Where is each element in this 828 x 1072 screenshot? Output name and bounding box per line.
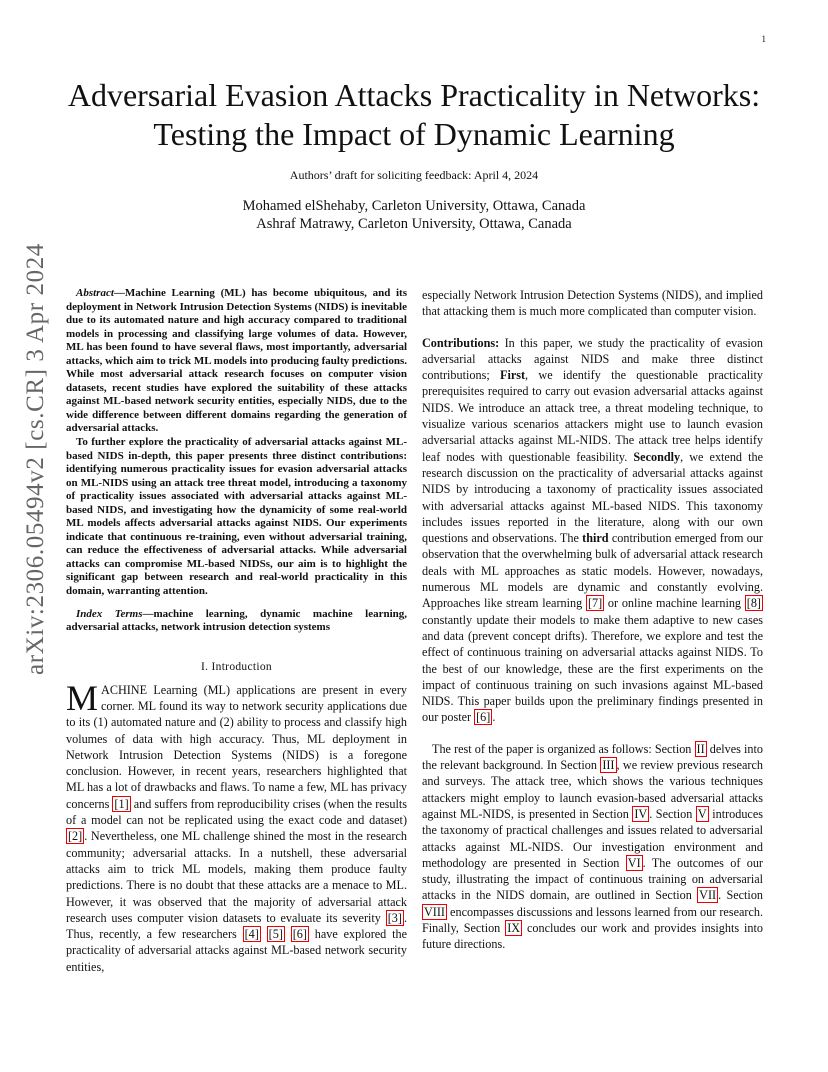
index-terms: Index Terms—machine learning, dynamic machine learning, adversarial attacks, network intrusion detection systems (66, 607, 407, 634)
index-terms-text: machine learning, dynamic machine learning, adversarial attacks, network intrusion detection systems (66, 607, 407, 634)
contributions-paragraph: Contributions: In this paper, we study the practicality of evasion adversarial attacks against NIDS and make three distinct contributions; First, we identify the questionable practicality prerequisites required to carry out evasion adversarial attacks against NIDS. We introduce an attack tree, a threat modeling technique, to visualize various scenarios attackers might use to launch evasion adversarial attacks against ML-NIDS. The attack tree helps identify leaf nodes with questionable feasibility. Secondly, we extend the research discussion on the practicality of adversarial attacks against NIDS by introducing a taxonomy of practicality issues associated with adversarial attacks against ML-based NIDS. This taxonomy includes issues reported in the literature, along with our own questions and observations. The third contribution emerged from our observation that the overwhelming bulk of adversarial attack research deals with ML approaches as static models. However, nowadays, numerous ML models are dynamic and constantly evolving. Approaches like stream learning [7] or online machine learning [8] constantly update their models to make them adaptive to new cases and data (prevent concept drifts). Therefore, we explore and test the effect of continuous training on adversarial attacks against NIDS. To the best of our knowledge, these are the first experiments on the impact of continuous training on such invasions against ML-based NIDS. This paper builds upon the preliminary findings presented in our poster [6] . (422, 335, 763, 725)
citation-link[interactable]: [5] (268, 927, 283, 942)
draft-note: Authors’ draft for soliciting feedback: April 4, 2024 (289, 168, 539, 182)
section-link[interactable]: IX (507, 920, 521, 935)
citation-link[interactable]: [1] (114, 796, 129, 811)
citation-link[interactable]: [2] (68, 829, 83, 844)
author-list (0, 197, 828, 233)
section-link[interactable]: V (697, 806, 707, 821)
arxiv-identifier-stamp[interactable]: arXiv:2306.05494v2 [cs.CR] 3 Apr 2024 (22, 243, 49, 675)
citation-link[interactable]: [3] (387, 910, 402, 925)
section-link[interactable]: VIII (424, 904, 445, 919)
organization-paragraph: The rest of the paper is organized as follows: Section II delves into the relevant background. In Section III , we review previous research and surveys. The attack tree, which shows the various techniques attackers might employ to launch evasion-based adversarial attacks against ML-NIDS, is presented in Section IV . Section V introduces the taxonomy of practical challenges and issues related to adversarial attacks against ML-NIDS. Our investigation environment and methodology are presented in Section VI . The outcomes of our study, illustrating the impact of continuous training on adversarial attacks in the NIDS domain, are outlined in Section VII . Section VIII encompasses discussions and lessons learned from our research. Finally, Section IX concludes our work and provides insights into future directions. (422, 741, 764, 952)
citation-link[interactable]: [6] (476, 710, 491, 725)
drop-cap: M (66, 677, 99, 718)
section-link[interactable]: IV (634, 806, 648, 821)
contributions-label: Contributions: (422, 335, 500, 350)
author-line: Mohamed elShehaby, Carleton University, Ottawa, Canada (242, 198, 586, 214)
abstract-label: Abstract (76, 287, 114, 299)
right-column (422, 287, 763, 953)
section-link[interactable]: VII (699, 888, 717, 903)
section-link[interactable]: VI (627, 855, 641, 870)
citation-link[interactable]: [4] (244, 927, 259, 942)
page-number: 1 (761, 34, 766, 44)
introduction-paragraph: MACHINE Learning (ML) applications are present in every corner. ML found its way to network security applications due to its (1) automated nature and (2) ability to process and classify high volumes of data with high accuracy. Thus, ML deployment in Network Intrusion Detection Systems (NIDS) is a foregone conclusion. However, in recent years, researchers highlighted that ML has a lot of drawbacks and flaws. To name a few, ML has privacy concerns [1] and suffers from reproducibility crises (when the results of a model can not be replicated using the exact code and dataset) [2] . Nevertheless, one ML challenge shined the most in the research community; adversarial attacks. In a nutshell, these adversarial attacks aim to trick ML models, making them produce faulty predictions. There is no doubt that these attacks are a menace to ML. However, it was observed that the majority of adversarial attack research uses computer vision datasets to evaluate its severity [3] . Thus, recently, a few researchers [4] [5] [6] have explored the practicality of adversarial attacks against ML-based network security entities, (66, 677, 408, 974)
section-heading-introduction: I. Introduction (201, 660, 272, 673)
abstract-paragraph: Abstract—Machine Learning (ML) has become ubiquitous, and its deployment in Network Intrusion Detection Systems (NIDS) is inevitable due to its automated nature and high accuracy compared to traditional models in processing and classifying large volumes of data. However, ML has been found to have several flaws, most importantly, adversarial attacks, which aim to trick ML models into producing faulty predictions. While most adversarial attack research focuses on computer vision datasets, recent studies have explored the suitability of these attacks against ML-based network security entities, especially NIDS, due to the wide difference between different domains regarding the generation of adversarial attacks. (66, 287, 407, 435)
abstract-paragraph: To further explore the practicality of adversarial attacks against ML-based NIDS in-depth, this paper presents three distinct contributions: identifying numerous practicality issues for evasion adversarial attacks on ML-NIDS using an attack tree threat model, introducing a taxonomy of practicality issues associated with adversarial attacks against ML-based NIDS, and investigating how the dynamicity of some real-world ML models affects adversarial attacks against NIDS. Our experiments indicate that continuous re-training, even without adversarial training, can reduce the effectiveness of adversarial attacks. While adversarial attacks can compromise ML-based NIDSs, our aim is to highlight the significant gap between research and real-world practicality in this domain, warranting attention. (66, 436, 407, 598)
continued-paragraph: especially Network Intrusion Detection Systems (NIDS), and implied that attacking them is much more complicated than computer vision. (422, 288, 763, 319)
index-terms-label: Index Terms (76, 607, 143, 620)
abstract-text: Machine Learning (ML) has become ubiquitous, and its deployment in Network Intrusion Detection Systems (NIDS) is inevitable due to its automated nature and high accuracy compared to traditional models in processing and classifying large volumes of data. However, ML has been found to have several flaws, most importantly, adversarial attacks, which aim to trick ML models into producing faulty predictions. While most adversarial attack research focuses on computer vision datasets, recent studies have explored the suitability of these attacks against ML-based network security entities, especially NIDS, due to the wide difference between different domains regarding the generation of adversarial attacks. (66, 287, 407, 435)
section-link[interactable]: III (602, 758, 615, 773)
citation-link[interactable]: [7] (587, 596, 603, 611)
section-link[interactable]: II (696, 741, 705, 756)
left-column (66, 287, 407, 975)
paper-title: Adversarial Evasion Attacks Practicality in Networks: Testing the Impact of Dynamic Learning (67, 77, 761, 152)
author-line: Ashraf Matrawy, Carleton University, Ottawa, Canada (256, 216, 572, 232)
citation-link[interactable]: [6] (292, 927, 307, 942)
citation-link[interactable]: [8] (746, 596, 761, 611)
